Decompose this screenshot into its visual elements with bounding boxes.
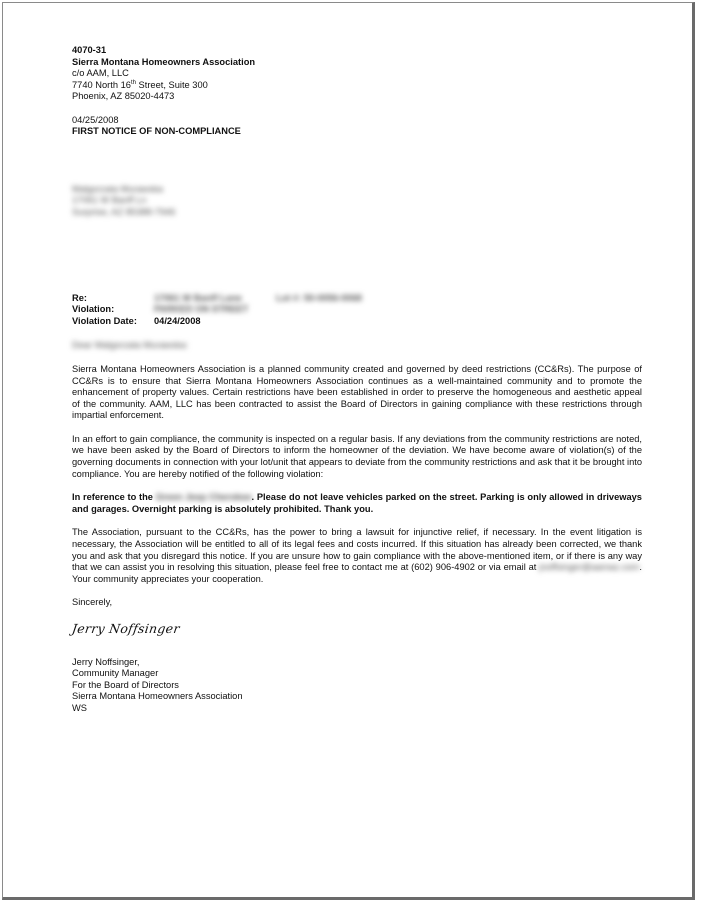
violation-text-post: . Please do not leave vehicles parked on the street. Parking is only allowed in driveways and garages. Overnight parking is absolutely prohibited. Thank you. [72, 492, 642, 514]
re-row [72, 293, 642, 305]
violation-details [72, 293, 642, 328]
signer-for: For the Board of Directors [72, 679, 179, 690]
sender-block [72, 45, 642, 103]
account-number: 4070-31 [72, 45, 107, 55]
ordinal-suffix: th [130, 79, 136, 86]
street-address [72, 80, 642, 92]
signer-block [72, 657, 642, 715]
paragraph-legal [72, 527, 642, 585]
association-name: Sierra Montana Homeowners Association [72, 56, 256, 67]
notice-block [72, 115, 642, 138]
signer-title: Community Manager [72, 668, 159, 679]
violation-row [72, 304, 642, 316]
recipient-address [72, 184, 642, 219]
recipient-street: 17061 W Banff Ln [72, 195, 147, 206]
signer-association: Sierra Montana Homeowners Association [72, 691, 243, 702]
letter-page [2, 2, 695, 900]
signer-name: Jerry Noffsinger, [72, 656, 140, 667]
letter-body [72, 45, 642, 715]
contact-email: jnoffsinger@aamaz.com [539, 562, 640, 573]
recipient-city: Surprise, AZ 85388-7946 [72, 206, 176, 217]
notice-title: FIRST NOTICE OF NON-COMPLIANCE [72, 126, 241, 137]
violation-date-row [72, 316, 642, 328]
violation-date-label: Violation Date: [72, 315, 137, 326]
legal-text-pre: The Association, pursuant to the CC&Rs, has the power to bring a lawsuit for injunctive relief, if necessary. In the event litigation is necessary, the Association will be entitled to all of its legal fees and costs incurred. If this situation has already been corrected, we thank you and ask that you disregard this notice. If you are unsure how to gain compliance with the above-mentioned item, or if there is any way that we can assist you in resolving this situation, please feel free to contact me at (602) 906-4902 or via email at [72, 527, 642, 573]
paragraph-violation [72, 492, 642, 515]
valediction: Sincerely, [72, 597, 113, 608]
typist-initials: WS [72, 702, 87, 713]
violation-value: PARKED ON STREET [154, 304, 249, 315]
care-of: c/o AAM, LLC [72, 68, 129, 79]
paragraph-inspection: In an effort to gain compliance, the community is inspected on a regular basis. If any deviations from the community restrictions are noted, we have been asked by the Board of Directors to inform the homeowner of the deviation. We have become aware of violation(s) of the governing documents in connection with your lot/unit that appears to deviate from the community restrictions and ask that it be brought into compliance. You are hereby notified of the following violation: [72, 433, 643, 479]
violation-label: Violation: [72, 304, 115, 315]
violation-date-value: 04/24/2008 [154, 315, 201, 326]
signature: Jerry Noffsinger [70, 621, 181, 636]
street-number: 7740 North 16 [72, 79, 131, 90]
city-line: Phoenix, AZ 85020-4473 [72, 91, 175, 102]
salutation: Dear Malgorzata Murawska: [72, 340, 189, 351]
violation-text-pre: In reference to the [72, 492, 156, 503]
paragraph-intro: Sierra Montana Homeowners Association is a planned community created and governed by deed restrictions (CC&Rs). The purpose of CC&Rs is to ensure that Sierra Montana Homeowners Association continues as a well-maintained community and to promote the enhancement of property values. Certain restrictions have been established in order to preserve the homogeneous and aesthetic appeal of the community. AAM, LLC has been contracted to assist the Board of Directors in gaining compliance with these restrictions through impartial enforcement. [72, 363, 642, 421]
re-value: 17061 W Banff Lane [154, 292, 242, 303]
re-label: Re: [72, 292, 87, 303]
notice-date: 04/25/2008 [72, 114, 119, 125]
vehicle-description: Green Jeep Cherokee [155, 492, 252, 503]
legal-text-post: . Your community appreciates your cooperation. [72, 562, 642, 584]
lot-value: Lot #: 50-0056-0068 [276, 292, 362, 303]
street-rest: Street, Suite 300 [135, 79, 208, 90]
recipient-name: Malgorzata Murawska [72, 183, 163, 194]
